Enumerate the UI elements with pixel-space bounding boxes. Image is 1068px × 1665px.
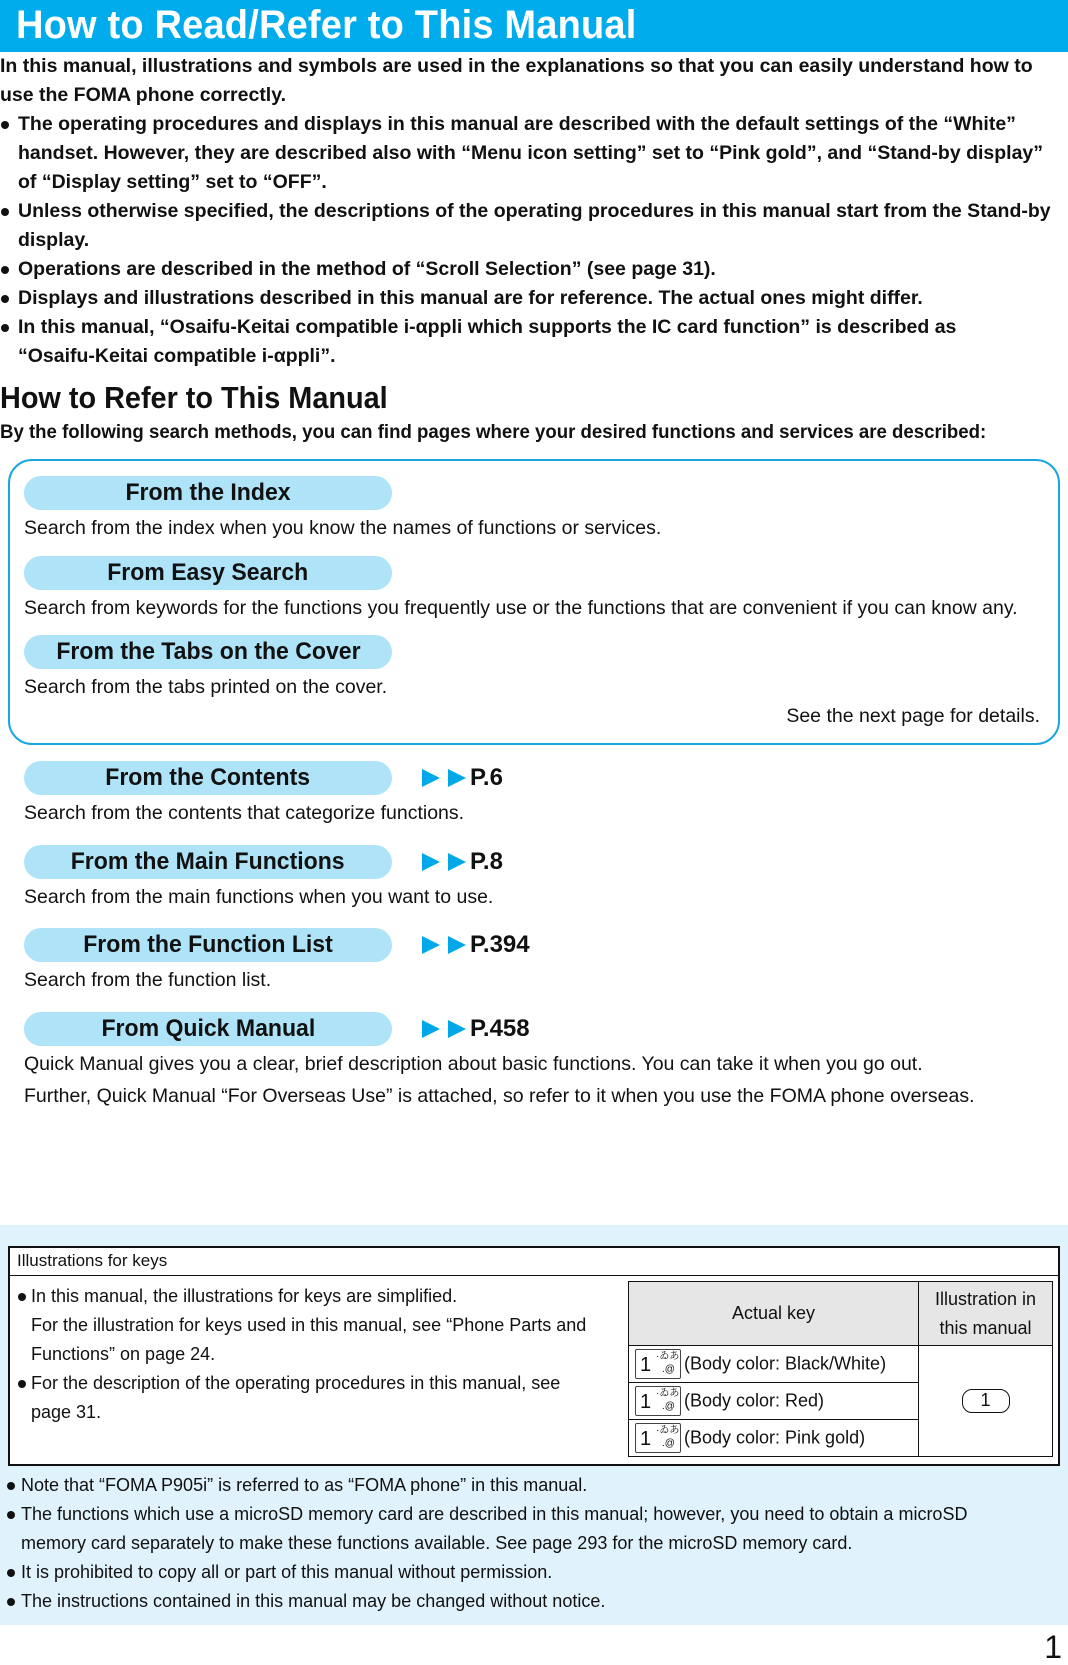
body-color-label: (Body color: Black/White) xyxy=(684,1353,887,1374)
keys-note xyxy=(18,1369,628,1427)
footnote-line: memory card separately to make these functions available. See page 293 for the microSD memory card. xyxy=(21,1533,853,1553)
note-line: For the description of the operating procedures in this manual, see xyxy=(31,1373,561,1393)
table-header-row xyxy=(629,1282,1053,1346)
page-reference-number: P.8 xyxy=(470,848,503,875)
method-label-pill xyxy=(24,845,392,879)
note-line: In this manual, the illustrations for keys are simplified. xyxy=(31,1286,458,1306)
footnote-line: Note that “FOMA P905i” is referred to as “FOMA phone” in this manual. xyxy=(21,1475,588,1495)
method-label: From the Function List xyxy=(83,931,333,958)
bullet-line: The operating procedures and displays in this manual are described with the default settings of the “White” xyxy=(18,113,1016,135)
intro-bullet xyxy=(0,255,1068,284)
intro-bullet xyxy=(0,284,1068,313)
bullet-line: Unless otherwise specified, the descriptions of the operating procedures in this manual start from the Stand-by xyxy=(18,200,1051,222)
bullet-line: Operations are described in the method of “Scroll Selection” (see page 31). xyxy=(18,258,716,280)
method-from-easy-search xyxy=(24,556,1018,623)
method-from-tabs-on-cover xyxy=(24,635,392,702)
refer-section-heading: How to Refer to This Manual xyxy=(0,380,388,415)
method-label: From the Main Functions xyxy=(71,848,345,875)
refer-section-subheading: By the following search methods, you can find pages where your desired functions and services are described: xyxy=(0,421,987,443)
table-row xyxy=(629,1346,1053,1383)
key-1-icon xyxy=(635,1423,681,1453)
method-label-pill xyxy=(24,476,392,510)
bullet-dot-icon xyxy=(1,324,9,332)
intro-bullet-list xyxy=(0,110,1068,371)
intro-bullet xyxy=(0,197,1068,255)
key-1-icon xyxy=(635,1349,681,1379)
method-label: From the Index xyxy=(125,479,291,506)
method-label-pill xyxy=(24,556,392,590)
method-label-pill xyxy=(24,1012,392,1046)
key-illustration-table xyxy=(628,1281,1053,1457)
footnote-line: The instructions contained in this manual may be changed without notice. xyxy=(21,1591,606,1611)
bullet-dot-icon xyxy=(1,266,9,274)
method-from-function-list xyxy=(24,928,530,995)
bullet-line: In this manual, “Osaifu-Keitai compatible i-αppli which supports the IC card function” is described as xyxy=(18,316,957,338)
bullet-line: of “Display setting” set to “OFF”. xyxy=(18,171,327,193)
bullet-dot-icon xyxy=(7,1511,15,1519)
actual-key-cell xyxy=(629,1420,919,1457)
method-description: Quick Manual gives you a clear, brief description about basic functions. You can take it when you go out. xyxy=(24,1053,923,1075)
footnote-line: The functions which use a microSD memory card are described in this manual; however, you need to obtain a microSD xyxy=(21,1504,968,1524)
arrow-right-icon xyxy=(422,853,440,871)
key-symbol: .@ xyxy=(662,1401,675,1412)
bullet-dot-icon xyxy=(18,1380,26,1388)
note-line: For the illustration for keys used in this manual, see “Phone Parts and xyxy=(31,1315,587,1335)
header-line: this manual xyxy=(939,1317,1032,1338)
column-header-actual-key: Actual key xyxy=(629,1282,919,1346)
method-description: Search from keywords for the functions you frequently use or the functions that are convenient if you can know any. xyxy=(24,597,1018,619)
column-header-illustration xyxy=(919,1282,1053,1346)
method-label-pill xyxy=(24,928,392,962)
bullet-dot-icon xyxy=(1,208,9,216)
key-glyph: 1 xyxy=(640,1354,652,1376)
method-from-main-functions xyxy=(24,845,503,912)
intro-section xyxy=(0,52,1068,371)
method-description: Search from the function list. xyxy=(24,969,272,991)
bullet-line: Displays and illustrations described in this manual are for reference. The actual ones might differ. xyxy=(18,287,923,309)
arrow-right-icon xyxy=(422,1020,440,1038)
key-1-icon xyxy=(635,1386,681,1416)
footnote xyxy=(6,1471,1066,1500)
key-1-simplified-icon: 1 xyxy=(962,1389,1010,1413)
bullet-dot-icon xyxy=(7,1569,15,1577)
arrow-right-icon xyxy=(448,936,466,954)
arrow-right-icon xyxy=(448,1020,466,1038)
key-symbol: .@ xyxy=(662,1438,675,1449)
method-label: From the Tabs on the Cover xyxy=(55,638,361,665)
page-reference[interactable] xyxy=(422,845,503,879)
bullet-line: handset. However, they are described also with “Menu icon setting” set to “Pink gold”, and “Stand-by display” xyxy=(18,142,1044,164)
method-label: From Easy Search xyxy=(107,559,309,586)
arrow-right-icon xyxy=(448,853,466,871)
arrow-right-icon xyxy=(422,769,440,787)
method-label-pill xyxy=(24,635,392,669)
bullet-dot-icon xyxy=(18,1293,26,1301)
method-description: Search from the index when you know the names of functions or services. xyxy=(24,517,662,539)
page-reference-number: P.394 xyxy=(470,931,530,958)
actual-key-cell xyxy=(629,1383,919,1420)
intro-paragraph-line: In this manual, illustrations and symbols are used in the explanations so that you can easily understand how to xyxy=(0,55,1033,77)
key-kana: ·ゐあ xyxy=(656,1388,680,1399)
method-label: From Quick Manual xyxy=(101,1015,315,1042)
footnote-line: It is prohibited to copy all or part of this manual without permission. xyxy=(21,1562,553,1582)
intro-bullet xyxy=(0,110,1068,197)
key-glyph: 1 xyxy=(640,1391,652,1413)
method-description: Further, Quick Manual “For Overseas Use” is attached, so refer to it when you use the FOMA phone overseas. xyxy=(24,1085,975,1107)
footnotes-list xyxy=(6,1471,1066,1616)
key-kana: ·ゐあ xyxy=(656,1351,680,1362)
keys-box-title: Illustrations for keys xyxy=(10,1248,1058,1276)
bullet-dot-icon xyxy=(7,1598,15,1606)
method-from-contents xyxy=(24,761,503,828)
note-line: Functions” on page 24. xyxy=(31,1344,216,1364)
keys-note xyxy=(18,1282,628,1369)
method-description: Search from the main functions when you want to use. xyxy=(24,886,494,908)
header-line: Illustration in xyxy=(934,1288,1037,1309)
key-symbol: .@ xyxy=(662,1364,675,1375)
intro-paragraph-line: use the FOMA phone correctly. xyxy=(0,84,287,106)
title-bar xyxy=(0,0,1068,52)
method-label: From the Contents xyxy=(105,764,311,791)
page-reference-number: P.6 xyxy=(470,764,503,791)
page-reference[interactable] xyxy=(422,1012,530,1046)
actual-key-cell xyxy=(629,1346,919,1383)
body-color-label: (Body color: Pink gold) xyxy=(684,1427,866,1448)
method-description: Search from the tabs printed on the cover. xyxy=(24,676,388,698)
keys-notes-list xyxy=(18,1282,628,1427)
body-color-label: (Body color: Red) xyxy=(684,1390,825,1411)
page-reference[interactable] xyxy=(422,761,503,795)
illustrations-for-keys-box xyxy=(8,1246,1060,1466)
note-line: page 31. xyxy=(31,1402,102,1422)
method-from-quick-manual xyxy=(24,1012,975,1111)
see-next-page-note: See the next page for details. xyxy=(786,705,1040,727)
method-label-pill xyxy=(24,761,392,795)
page-reference-number: P.458 xyxy=(470,1015,530,1042)
page-number: 1 xyxy=(1044,1629,1062,1665)
arrow-right-icon xyxy=(448,769,466,787)
arrow-right-icon xyxy=(422,936,440,954)
bullet-dot-icon xyxy=(1,121,9,129)
footnote xyxy=(6,1558,1066,1587)
bullet-line: display. xyxy=(18,229,90,251)
method-from-index xyxy=(24,476,661,543)
intro-bullet xyxy=(0,313,1068,371)
bullet-dot-icon xyxy=(7,1482,15,1490)
method-description: Search from the contents that categorize functions. xyxy=(24,802,465,824)
footnote xyxy=(6,1587,1066,1616)
page-reference[interactable] xyxy=(422,928,530,962)
page-title: How to Read/Refer to This Manual xyxy=(16,3,637,47)
key-glyph: 1 xyxy=(640,1428,652,1450)
footnote xyxy=(6,1500,1066,1558)
manual-illustration-cell xyxy=(919,1346,1053,1457)
bullet-line: “Osaifu-Keitai compatible i-αppli”. xyxy=(18,345,336,367)
bullet-dot-icon xyxy=(1,295,9,303)
key-kana: ·ゐあ xyxy=(656,1425,680,1436)
